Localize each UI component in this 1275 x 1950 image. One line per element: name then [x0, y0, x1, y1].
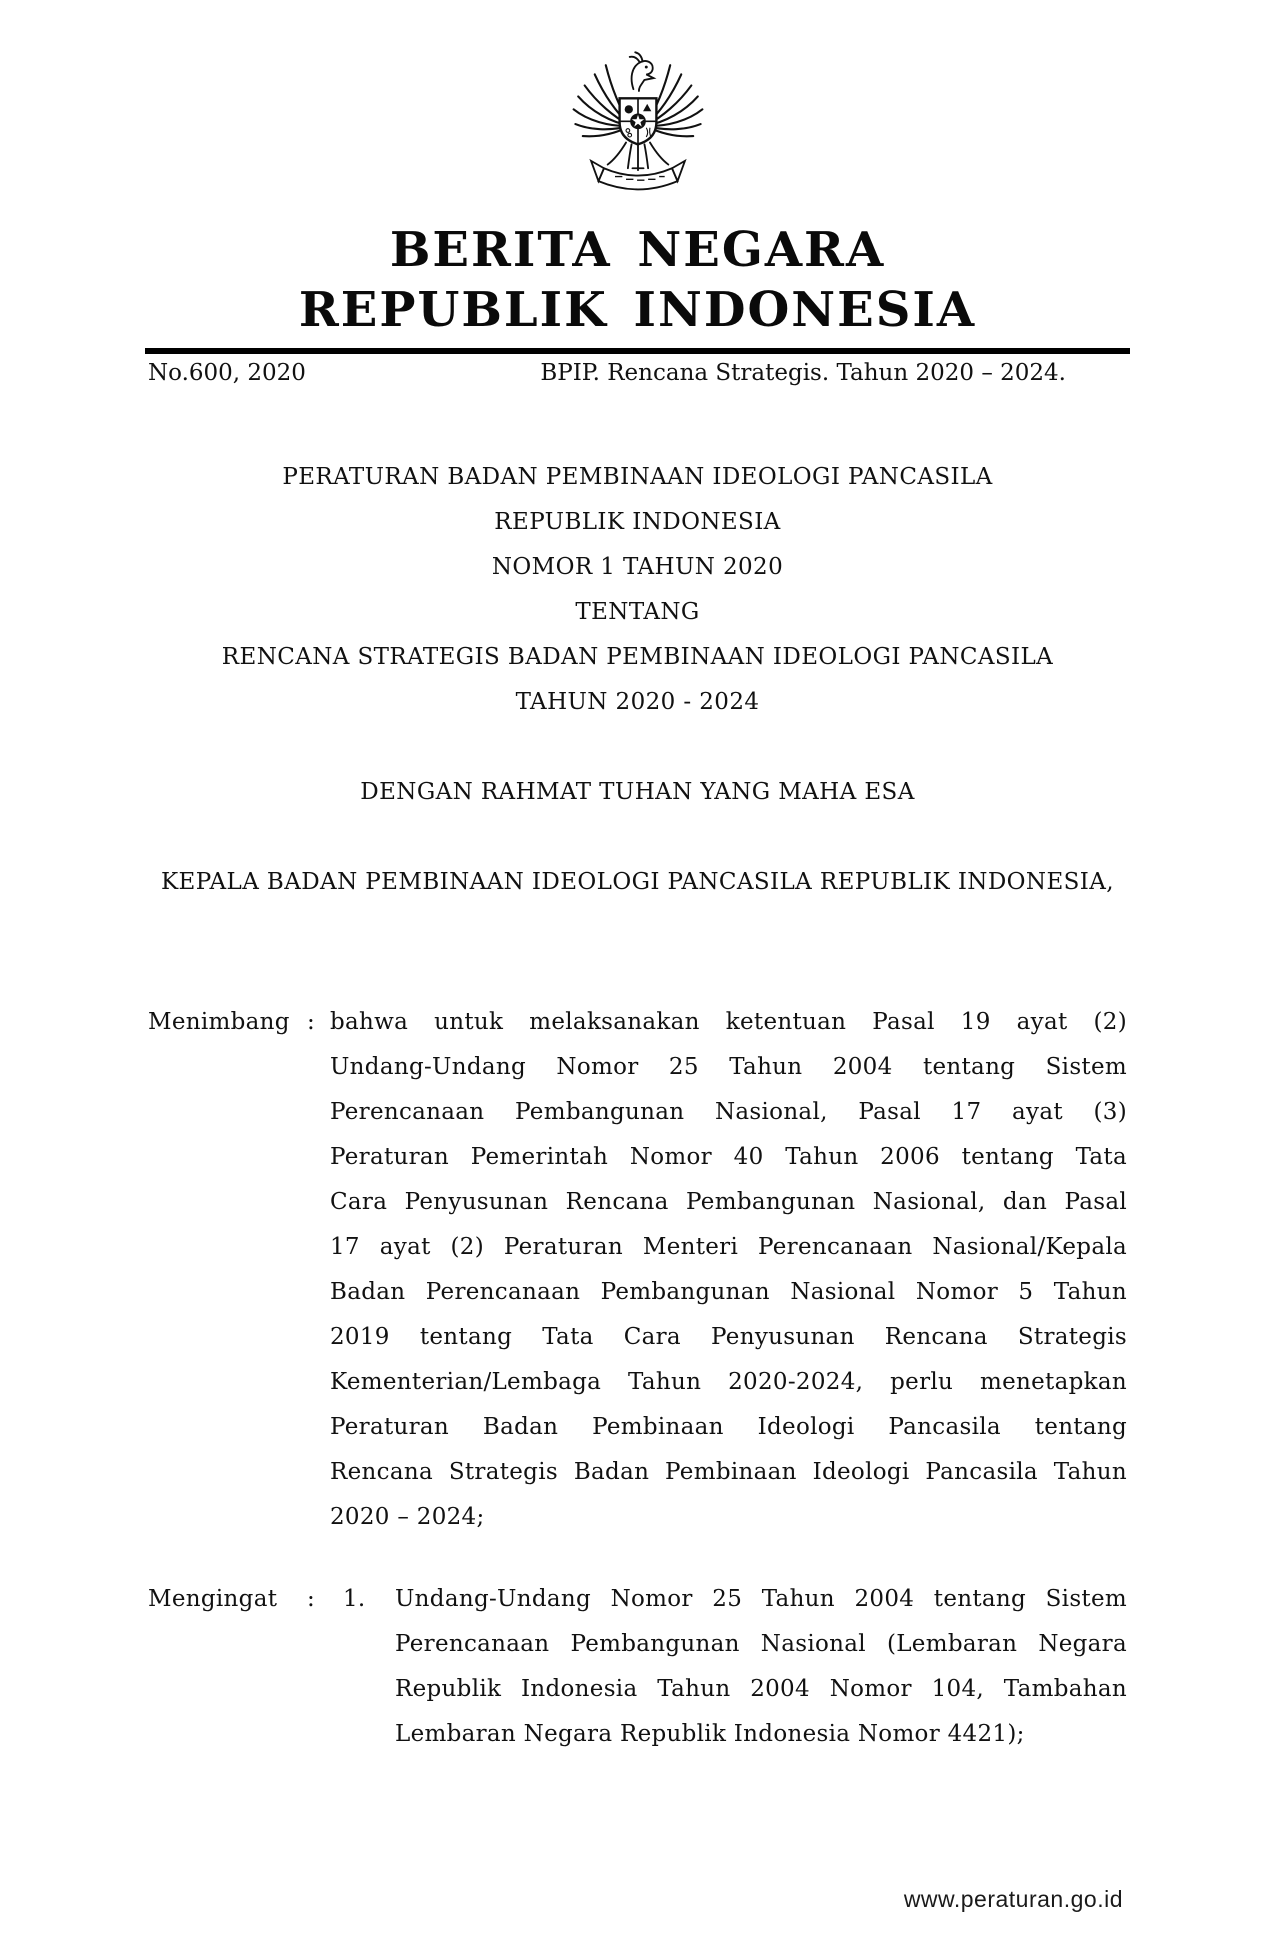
paragraph-line: Lembaran Negara Republik Indonesia Nomor 4421);: [395, 1721, 1025, 1747]
item-number: 1.: [343, 1586, 366, 1612]
paragraph-line: Undang-Undang Nomor 25 Tahun 2004 tentang Sistem: [395, 1586, 1127, 1612]
paragraph-line: Perencanaan Pembangunan Nasional (Lembaran Negara: [395, 1631, 1127, 1657]
considerations-colon: :: [307, 1009, 316, 1035]
regulation-title-line: PERATURAN BADAN PEMBINAAN IDEOLOGI PANCASILA: [282, 464, 993, 490]
regulation-title-line: REPUBLIK INDONESIA: [494, 509, 781, 535]
considerations-section: [148, 1000, 1127, 1540]
gazette-number: No.600, 2020: [148, 360, 306, 386]
garuda-pancasila-emblem: [569, 50, 707, 200]
paragraph-line: Kementerian/Lembaga Tahun 2020-2024, perlu menetapkan: [330, 1369, 1127, 1395]
masthead-row: [148, 357, 1130, 389]
paragraph-line: Undang-Undang Nomor 25 Tahun 2004 tentang Sistem: [330, 1054, 1127, 1080]
footer-website: www.peraturan.go.id: [903, 1886, 1123, 1912]
legal-basis-colon: :: [307, 1586, 316, 1612]
regulation-title-line: TENTANG: [575, 599, 700, 625]
considerations-text: [330, 1000, 1127, 1540]
paragraph-line: Peraturan Badan Pembinaan Ideologi Pancasila tentang: [330, 1414, 1127, 1440]
paragraph-line: 2020 – 2024;: [330, 1504, 485, 1530]
invocation-line: DENGAN RAHMAT TUHAN YANG MAHA ESA: [360, 779, 915, 805]
paragraph-line: Badan Perencanaan Pembangunan Nasional Nomor 5 Tahun: [330, 1279, 1127, 1305]
legal-basis-label: Mengingat: [148, 1586, 278, 1612]
legal-basis-item: [330, 1577, 1127, 1757]
legal-basis-text: [395, 1577, 1127, 1757]
gazette-subject: BPIP. Rencana Strategis. Tahun 2020 – 2024.: [540, 360, 1066, 386]
regulation-title-line: TAHUN 2020 - 2024: [515, 689, 760, 715]
paragraph-line: bahwa untuk melaksanakan ketentuan Pasal 19 ayat (2): [330, 1009, 1127, 1035]
considerations-label: Menimbang: [148, 1009, 290, 1035]
paragraph-line: 17 ayat (2) Peraturan Menteri Perencanaan Nasional/Kepala: [330, 1234, 1127, 1260]
legal-basis-section: [148, 1577, 1127, 1757]
paragraph-line: Peraturan Pemerintah Nomor 40 Tahun 2006 tentang Tata: [330, 1144, 1127, 1170]
paragraph-line: 2019 tentang Tata Cara Penyusunan Rencana Strategis: [330, 1324, 1127, 1350]
gazette-title-line2: REPUBLIK INDONESIA: [298, 282, 977, 338]
paragraph-line: Republik Indonesia Tahun 2004 Nomor 104, Tambahan: [395, 1676, 1127, 1702]
gazette-title-line1: BERITA NEGARA: [389, 222, 886, 278]
emblem-container: [0, 0, 1275, 200]
issuing-official-line: KEPALA BADAN PEMBINAAN IDEOLOGI PANCASILA REPUBLIK INDONESIA,: [160, 869, 1115, 895]
regulation-title-line: NOMOR 1 TAHUN 2020: [491, 554, 784, 580]
legal-basis-list: [330, 1577, 1127, 1757]
paragraph-line: Cara Penyusunan Rencana Pembangunan Nasional, dan Pasal: [330, 1189, 1127, 1215]
masthead-rule: [145, 348, 1130, 354]
paragraph-line: Perencanaan Pembangunan Nasional, Pasal 17 ayat (3): [330, 1099, 1127, 1125]
regulation-title: [0, 455, 1275, 725]
gazette-title: [0, 220, 1275, 340]
regulation-title-line: RENCANA STRATEGIS BADAN PEMBINAAN IDEOLOGI PANCASILA: [221, 644, 1054, 670]
paragraph-line: Rencana Strategis Badan Pembinaan Ideologi Pancasila Tahun: [330, 1459, 1127, 1485]
